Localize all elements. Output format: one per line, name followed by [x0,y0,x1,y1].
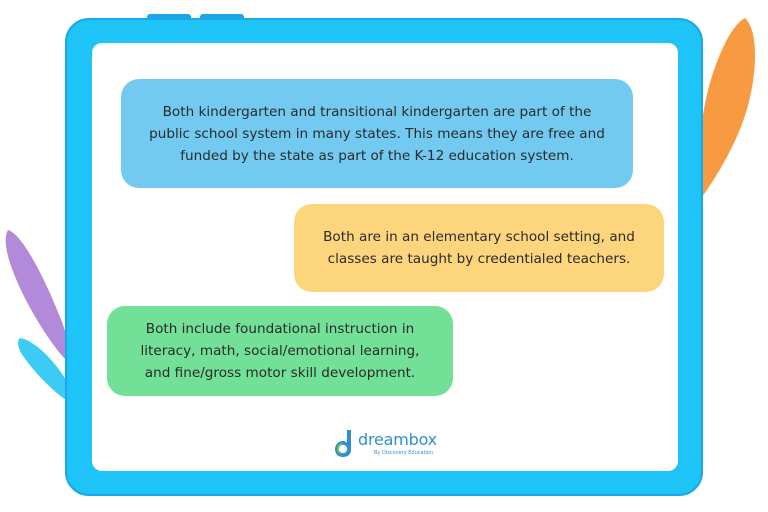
bubble-text-line: Both are in an elementary school setting, and [323,229,635,245]
text-bubble-public-school [121,79,633,188]
bubble-text-line: literacy, math, social/emotional learning, [140,343,420,359]
bubble-text-line: Both kindergarten and transitional kindergarten are part of the [162,103,592,120]
text-bubble-elementary-setting [294,204,664,292]
dreambox-logo-icon [334,428,356,458]
bubble-text-line: classes are taught by credentialed teachers. [327,251,631,267]
text-bubble-foundational-instruction [107,306,453,396]
bubble-text-line: funded by the state as part of the K-12 education system. [180,147,574,164]
dreambox-logo [334,428,444,464]
bubble-text-line: Both include foundational instruction in [145,321,415,337]
bubble-text-line: public school system in many states. This means they are free and [149,125,605,142]
bubble-text-line: and fine/gross motor skill development. [144,365,416,381]
logo-wordmark: dreambox [358,430,437,449]
logo-tagline: By Discovery Education [374,450,434,456]
